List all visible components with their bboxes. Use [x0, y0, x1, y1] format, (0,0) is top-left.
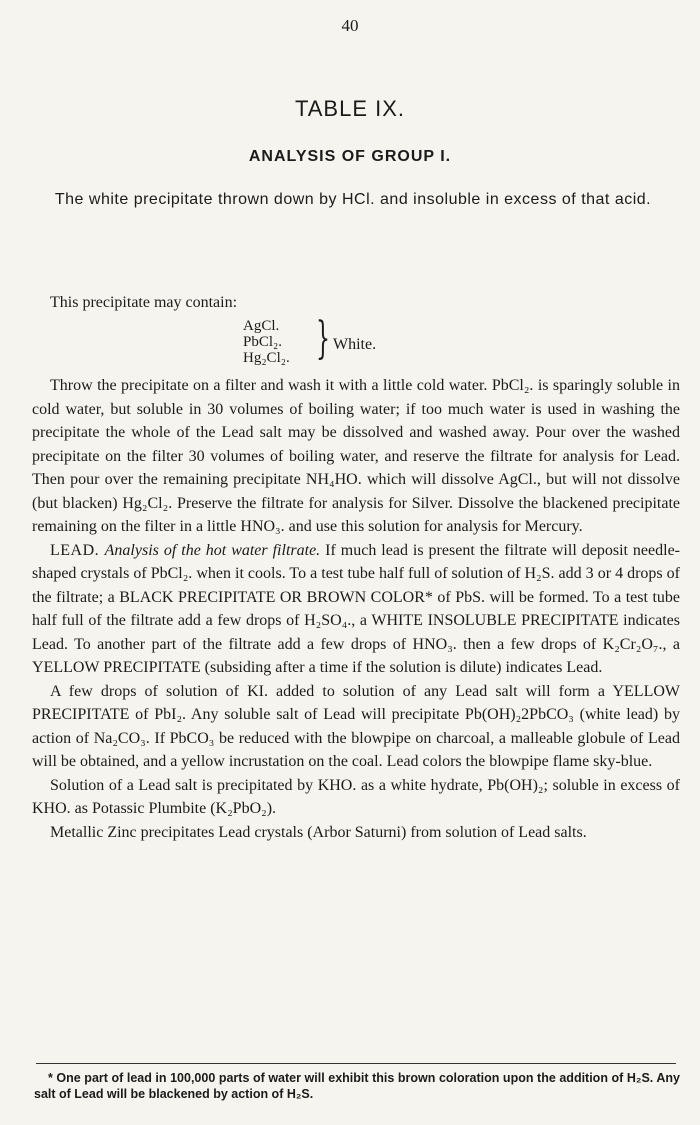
paragraph-text: Solution of a Lead salt is precipitated by KHO. as a white hydrate, Pb(OH)₂; soluble in excess of KHO. as Potassic Plumbite (K₂PbO₂). [32, 776, 680, 817]
page-number: 40 [341, 16, 359, 35]
intro-text: The white precipitate thrown down by HCl. and insoluble in excess of that acid. [54, 191, 652, 208]
paragraph [32, 374, 680, 539]
body-text [32, 374, 680, 844]
paragraph-text: Metallic Zinc precipitates Lead crystals (Arbor Saturni) from solution of Lead salts. [50, 823, 587, 841]
contain-line: This precipitate may contain: [50, 294, 238, 311]
compounds-color-label: White. [333, 336, 377, 353]
paragraph [32, 774, 680, 821]
paragraph-text: If much lead is present the filtrate will deposit needle-shaped crystals of PbCl₂. when it cools. To a test tube half full of solution of H₂S. add 3 or 4 drops of the filtrate; a BLACK PRECIPITATE OR BROWN COLOR* of PbS. will be formed. To a test tube half full of the filtrate add a few drops of H₂SO₄., a WHITE INSOLUBLE PRECIPITATE indicates Lead. To another part of the filtrate add a few drops of HNO₃. then a few drops of K₂Cr₂O₇., a YELLOW PRECIPITATE (subsiding after a time if the solution is dilute) indicates Lead. [32, 541, 681, 676]
paragraph-text: A few drops of solution of KI. added to solution of any Lead salt will form a YELLOW PRECIPITATE of PbI₂. Any soluble salt of Lead will precipitate Pb(OH)₂2PbCO₃ (white lead) by action of Na₂CO₃. If PbCO₃ be reduced with the blowpipe on charcoal, a malleable globule of Lead will be obtained, and a yellow incrustation on the coal. Lead colors the blowpipe flame sky-blue. [32, 682, 680, 770]
paragraph [32, 821, 680, 845]
brace-symbol: } [316, 313, 330, 364]
paragraph [32, 680, 680, 774]
paragraph-lead: LEAD. [50, 541, 105, 559]
footnote [34, 1070, 680, 1102]
paragraph [32, 539, 680, 680]
compound-list [243, 318, 290, 366]
compound-item: Hg₂Cl₂. [243, 350, 290, 366]
section-subtitle: ANALYSIS OF GROUP I. [248, 148, 452, 165]
paragraph-text: Throw the precipitate on a filter and wash it with a little cold water. PbCl₂. is sparingly soluble in cold water, but soluble in 30 volumes of boiling water; if too much water is used in washing the precipitate the whole of the Lead salt may be dissolved and washed away. Pour over the washed precipitate on the filter 30 volumes of boiling water, and reserve the filtrate for analysis for Lead. Then pour over the remaining precipitate NH₄HO. which will dissolve AgCl., but will not dissolve (but blacken) Hg₂Cl₂. Preserve the filtrate for analysis for Silver. Dissolve the blackened precipitate remaining on the filter in a little HNO₃. and use this solution for analysis for Mercury. [32, 377, 680, 535]
table-title: TABLE IX. [294, 96, 406, 121]
footnote-divider [36, 1063, 676, 1064]
compound-item: AgCl. [243, 318, 280, 334]
compound-item: PbCl₂. [243, 334, 282, 350]
footnote-text: * One part of lead in 100,000 parts of water will exhibit this brown coloration upon the addition of H₂S. Any salt of Lead will be blackened by action of H₂S. [34, 1071, 680, 1101]
paragraph-italic: Analysis of the hot water filtrate. [104, 541, 326, 559]
